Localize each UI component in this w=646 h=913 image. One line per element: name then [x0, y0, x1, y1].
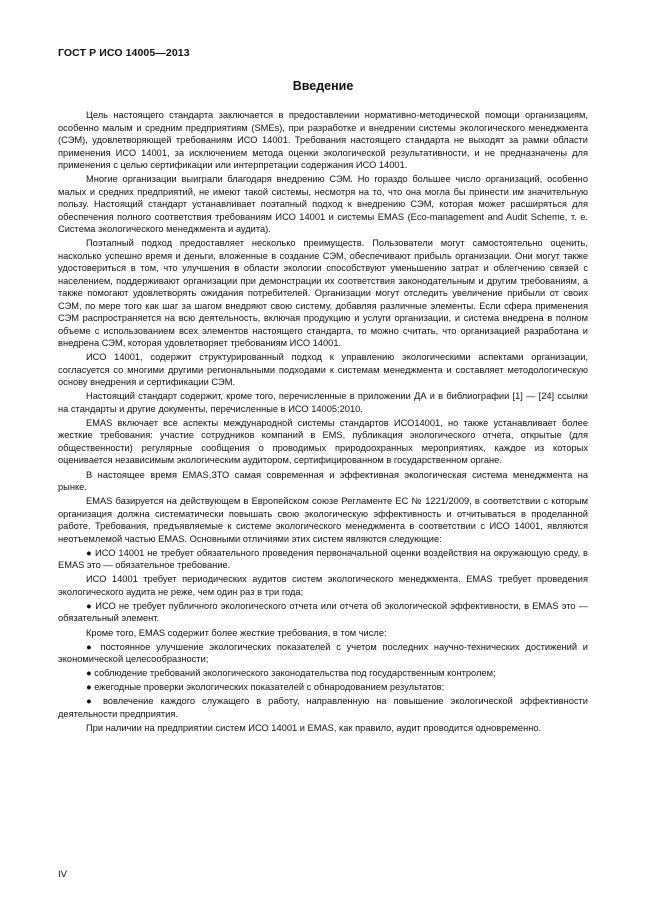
body-paragraph: ● вовлечение каждого служащего в работу, направленную на повышение экологической эффективности деятельности предприятия. — [58, 696, 588, 719]
body-paragraph: ● ИСО 14001 не требует обязательного проведения первоначальной оценки воздействия на окружающую среду, в EMAS это — обязательное требование. — [58, 547, 588, 571]
body-paragraph: ● ИСО не требует публичного экологического отчета или отчета об экологической эффективности, в EMAS это — обязательный элемент. — [58, 600, 588, 624]
body-paragraph: ● ежегодные проверки экологических показателей с обнародованием результатов; — [86, 682, 445, 693]
body-paragraph: ИСО 14001 требует периодических аудитов систем экологического менеджмента. EMAS требует проведения экологического аудита не реже, чем один раз в три года; — [58, 574, 588, 597]
body-paragraph: EMAS базируется на действующем в Европейском союзе Регламенте ЕС № 1221/2009, в соответствии с которым организация должна систематически повышать свою экологическую эффективность и отчитываться в проделанной работе. Требования, предъявляемые к системе экологического менеджмента в соответствии с ИСО 14001, являются неотъемлемой частью EMAS. Основными отличиями этих систем являются следующие: — [58, 496, 588, 544]
body-paragraph: При наличии на предприятии систем ИСО 14001 и EMAS, как правило, аудит проводится одновременно. — [86, 723, 542, 733]
body-paragraph: Многие организации выиграли благодаря внедрению СЭМ. Но гораздо большее число организаций, особенно малых и средних предприятий, не имеют такой системы, несмотря на то, что она могла бы принести им значительную пользу. Настоящий стандарт устанавливает поэтапный подход к внедрению СЭМ, которая может расширяться для обеспечения полного соответствия требованиям ИСО 14001 и системы EMAS (Eco-management and Audit Scheme, т. е. Система экологического менеджмента и аудита). — [58, 174, 588, 235]
body-paragraph: Кроме того, EMAS содержит более жесткие требования, в том числе: — [86, 627, 387, 638]
body-paragraph: ● соблюдение требований экологического законодательства под государственным контролем; — [86, 668, 496, 679]
body-paragraph: Настоящий стандарт содержит, кроме того, перечисленные в приложении ДА и в библиографии [1] — [24] ссылки на стандарты и другие документы, перечисленные в ИСО 14005:2010. — [58, 391, 588, 414]
body-paragraph: ● постоянное улучшение экологических показателей с учетом последних научно-технических достижений и экономической целесообразности; — [58, 641, 588, 665]
page-number: IV — [58, 869, 67, 880]
body-paragraph: Цель настоящего стандарта заключается в предоставлении нормативно-методической помощи организациям, особенно малым и средним предприятиям (SMEs), при разработке и внедрении системы экологического менеджмента (СЭМ), удовлетворяющей требованиям ИСО 14001. Требования настоящего стандарта не выходят за рамки области применения ИСО 14001, за исключением метода оценки экологической результативности, и не предназначены для применения с целью сертификации или интерпретации содержания ИСО 14001. — [58, 110, 588, 170]
document-body — [58, 109, 588, 736]
body-paragraph: EMAS включает все аспекты международной системы стандартов ИСО14001, но также устанавливает более жесткие требования: участие сотрудников компаний в EMS, публикация экологического отчета, открытые (для общественности) регулярные сообщения о проводимых природоохранных мероприятиях, каждое из которых оценивается независимым экологическим аудитором, сертифицированном в государственном органе. — [58, 417, 588, 466]
body-paragraph: В настоящее время EMAS,ЗТО самая современная и эффективная экологическая система менеджмента на рынке. — [58, 469, 588, 493]
section-title: Введение — [292, 79, 354, 93]
body-paragraph: Поэтапный подход предоставляет несколько преимуществ. Пользователи могут самостоятельно оценить, насколько успешно время и деньги, вложенные в создание СЭМ, обеспечивают прибыль организации. Они могут также удостовериться в том, что улучшения в области экологии способствуют уменьшению затрат и облегчению связей с населением, поддерживают организации при демонстрации их соответствия законодательным и другим требованиям, а также помогают удовлетворять ожидания потребителей. Организации могут отследить увеличение прибыли от своих СЭМ, по мере того как шаг за шагом внедряют свою систему, добавляя различные элементы. Если сфера применения СЭМ распространяется на всю деятельность, включая продукцию и услуги организации, и система внедрена в полном объеме с использованием всех элементов настоящего стандарта, то можно считать, что организацией разработана и внедрена СЭМ, которая удовлетворяет требованиям ИСО 14001. — [58, 238, 588, 349]
body-paragraph: ИСО 14001, содержит структурированный подход к управлению экологическими аспектами организации, согласуется со многими другими региональными подходами к системам менеджмента и составляет методологическую основу внедрения и сертификации СЭМ. — [58, 352, 588, 388]
document-id-header: ГОСТ Р ИСО 14005—2013 — [58, 47, 190, 59]
